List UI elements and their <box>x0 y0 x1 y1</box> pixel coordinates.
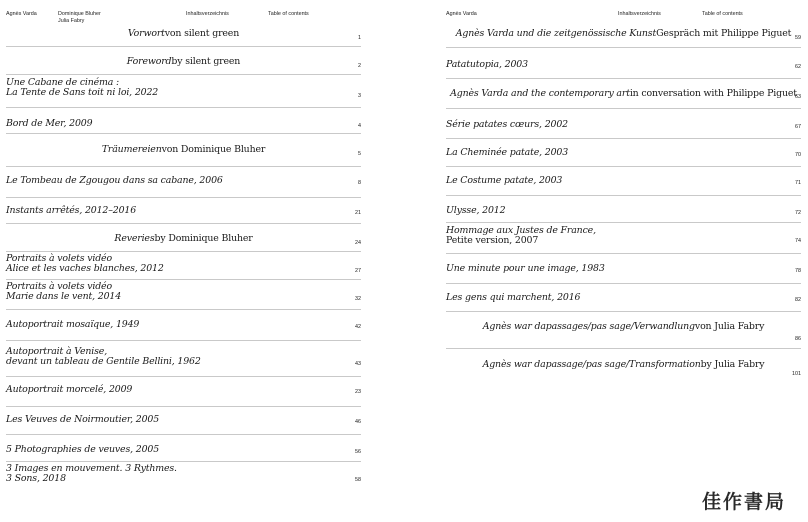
toc-page-number: 86 <box>795 336 801 342</box>
toc-entry[interactable] <box>6 385 361 395</box>
toc-entry-title: 5 Photographies de veuves, 2005 <box>6 444 160 455</box>
toc-entry-title: Série patates cœurs, 2002 <box>446 119 568 130</box>
header-contents-de <box>618 11 661 18</box>
divider <box>6 340 361 341</box>
toc-entry[interactable] <box>446 176 801 186</box>
toc-entry-subtitle: in conversation with Philippe Piguet <box>629 88 797 99</box>
toc-page-number: 24 <box>355 240 361 246</box>
divider <box>446 253 801 254</box>
toc-entry-title: Agnès Varda and the contemporary art <box>450 88 630 99</box>
divider <box>446 283 801 284</box>
toc-entry[interactable] <box>446 206 801 216</box>
toc-entry[interactable] <box>446 293 801 303</box>
toc-entry-title: Ulysse, 2012 <box>446 205 506 216</box>
toc-entry-title-line-2: passage/pas sage/Transformation <box>545 359 701 370</box>
divider <box>6 107 361 108</box>
toc-entry[interactable] <box>6 21 361 40</box>
toc-entry-subtitle: Gespräch mit Philippe Piguet <box>656 28 792 39</box>
header-author-text: Agnès Varda <box>6 11 37 17</box>
toc-entry-title-line-2: Marie dans le vent, 2014 <box>6 291 122 302</box>
right-page <box>446 0 808 522</box>
toc-entry-subtitle: by Julia Fabry <box>700 359 765 370</box>
toc-page-number: 82 <box>795 297 801 303</box>
toc-entry-title: Foreword <box>126 56 172 67</box>
divider <box>6 309 361 310</box>
toc-entry-title: Une minute pour une image, 1983 <box>446 263 605 274</box>
toc-entry-subtitle: von Julia Fabry <box>694 321 765 332</box>
header-contents-en-text: Table of contents <box>268 11 309 17</box>
toc-page-number: 42 <box>355 324 361 330</box>
toc-entry[interactable] <box>6 226 361 245</box>
header-contents-en <box>268 11 309 18</box>
divider <box>446 78 801 79</box>
divider <box>6 376 361 377</box>
toc-page-number: 71 <box>795 180 801 186</box>
header-editor-1: Dominique Bluher <box>58 11 101 17</box>
toc-page-number: 4 <box>358 123 361 129</box>
toc-entry[interactable] <box>446 120 801 130</box>
header-contents-de <box>186 11 229 18</box>
toc-page-number: 59 <box>795 35 801 41</box>
toc-page-number: 78 <box>795 268 801 274</box>
toc-entry[interactable] <box>6 445 361 455</box>
toc-entry[interactable] <box>6 78 361 98</box>
toc-entry-title: Autoportrait morcelé, 2009 <box>6 384 133 395</box>
toc-entry[interactable] <box>6 119 361 129</box>
divider <box>6 251 361 252</box>
divider <box>6 406 361 407</box>
divider <box>6 197 361 198</box>
toc-page-number: 56 <box>355 449 361 455</box>
toc-entry[interactable] <box>6 464 361 484</box>
toc-page-number: 101 <box>792 371 801 377</box>
toc-entry[interactable] <box>6 137 361 156</box>
toc-entry-title: Autoportrait mosaïque, 1949 <box>6 319 140 330</box>
toc-page-number: 67 <box>795 124 801 130</box>
toc-entry[interactable] <box>446 148 801 158</box>
toc-entry-title: 3 Images en mouvement. 3 Rythmes. <box>6 463 177 474</box>
header-contents-de-text: Inhaltsverzeichnis <box>186 11 229 17</box>
toc-entry-title: Portraits à volets vidéo <box>6 253 112 264</box>
toc-entry[interactable] <box>6 347 361 367</box>
toc-entry-subtitle: by Dominique Bluher <box>154 233 253 244</box>
divider <box>6 279 361 280</box>
toc-entry[interactable] <box>446 264 801 274</box>
toc-entry[interactable] <box>446 60 801 70</box>
header-author-text: Agnès Varda <box>446 11 477 17</box>
toc-entry-title: Reveries <box>114 233 155 244</box>
header-contents-en-text: Table of contents <box>702 11 743 17</box>
divider <box>6 133 361 134</box>
toc-entry-title: Le Costume patate, 2003 <box>446 175 563 186</box>
toc-entry-title: Patatutopia, 2003 <box>446 59 528 70</box>
toc-entry[interactable] <box>6 49 361 68</box>
divider <box>446 311 801 312</box>
toc-entry[interactable] <box>6 282 361 302</box>
toc-entry[interactable] <box>446 314 801 342</box>
toc-entry-subtitle: von silent green <box>164 28 240 39</box>
toc-entry[interactable] <box>446 81 801 100</box>
toc-entry-title-line-2: La Tente de Sans toit ni loi, 2022 <box>6 87 159 98</box>
toc-entry-title: La Cheminée patate, 2003 <box>446 147 569 158</box>
header-author <box>446 11 477 18</box>
toc-entry[interactable] <box>6 320 361 330</box>
divider <box>6 46 361 47</box>
divider <box>6 223 361 224</box>
divider <box>6 74 361 75</box>
divider <box>6 166 361 167</box>
toc-page-number: 2 <box>358 63 361 69</box>
toc-entry-title-line-2: devant un tableau de Gentile Bellini, 1962 <box>6 356 201 367</box>
toc-entry[interactable] <box>446 226 801 246</box>
toc-entry[interactable] <box>6 254 361 274</box>
toc-entry-title: Agnès war da <box>482 321 546 332</box>
toc-entry-title: Bord de Mer, 2009 <box>6 118 93 129</box>
toc-page-number: 74 <box>795 238 801 244</box>
toc-entry[interactable] <box>6 206 361 216</box>
toc-entry[interactable] <box>446 352 801 377</box>
watermark-logo: 佳作書局 <box>701 491 786 513</box>
toc-entry-title-line-2: passages/pas sage/Verwandlung <box>545 321 695 332</box>
toc-page-number: 72 <box>795 210 801 216</box>
toc-entry-title: Le Tombeau de Zgougou dans sa cabane, 2006 <box>6 175 223 186</box>
toc-entry-title: Autoportrait à Venise, <box>6 346 108 357</box>
header-contents-en <box>702 11 743 18</box>
toc-entry-title: Vorwort <box>127 28 165 39</box>
toc-entry[interactable] <box>6 415 361 425</box>
toc-entry-title: Les gens qui marchent, 2016 <box>446 292 581 303</box>
toc-page-number: 58 <box>355 477 361 483</box>
toc-page-number: 3 <box>358 93 361 99</box>
toc-page-number: 32 <box>355 296 361 302</box>
toc-page-number: 70 <box>795 152 801 158</box>
toc-entry-subtitle: von Dominique Bluher <box>161 144 266 155</box>
toc-page-number: 5 <box>358 151 361 157</box>
toc-entry-subtitle: by silent green <box>171 56 241 67</box>
toc-page-number: 62 <box>795 64 801 70</box>
divider <box>446 138 801 139</box>
left-page <box>6 0 368 522</box>
toc-entry-subtitle: Petite version, 2007 <box>446 235 539 246</box>
toc-entry-title: Hommage aux Justes de France, <box>446 225 596 236</box>
divider <box>446 166 801 167</box>
toc-entry-title-line-2: Alice et les vaches blanches, 2012 <box>6 263 164 274</box>
toc-entry-title: Agnès Varda und die zeitgenössische Kunst <box>455 28 657 39</box>
toc-entry-title-line-2: 3 Sons, 2018 <box>6 473 66 484</box>
toc-entry-title: Portraits à volets vidéo <box>6 281 112 292</box>
toc-page-number: 8 <box>358 180 361 186</box>
divider <box>446 348 801 349</box>
toc-page-number: 27 <box>355 268 361 274</box>
header-contents-de-text: Inhaltsverzeichnis <box>618 11 661 17</box>
toc-page-number: 43 <box>355 361 361 367</box>
toc-page-number: 63 <box>795 94 801 100</box>
divider <box>446 108 801 109</box>
header-editor-2: Julia Fabry <box>58 18 85 24</box>
divider <box>6 434 361 435</box>
toc-page-number: 21 <box>355 210 361 216</box>
toc-entry-title: Agnès war da <box>482 359 546 370</box>
toc-entry-title: Une Cabane de cinéma : <box>6 77 120 88</box>
toc-page-number: 1 <box>358 35 361 41</box>
divider <box>446 222 801 223</box>
toc-entry-title: Les Veuves de Noirmoutier, 2005 <box>6 414 160 425</box>
toc-page-number: 46 <box>355 419 361 425</box>
toc-entry[interactable] <box>446 21 801 40</box>
divider <box>446 195 801 196</box>
header-author <box>6 11 37 18</box>
toc-page-number: 23 <box>355 389 361 395</box>
divider <box>6 461 361 462</box>
toc-entry-title: Träumereien <box>101 144 162 155</box>
toc-entry[interactable] <box>6 176 361 186</box>
toc-entry-title: Instants arrêtés, 2012–2016 <box>6 205 137 216</box>
divider <box>446 47 801 48</box>
